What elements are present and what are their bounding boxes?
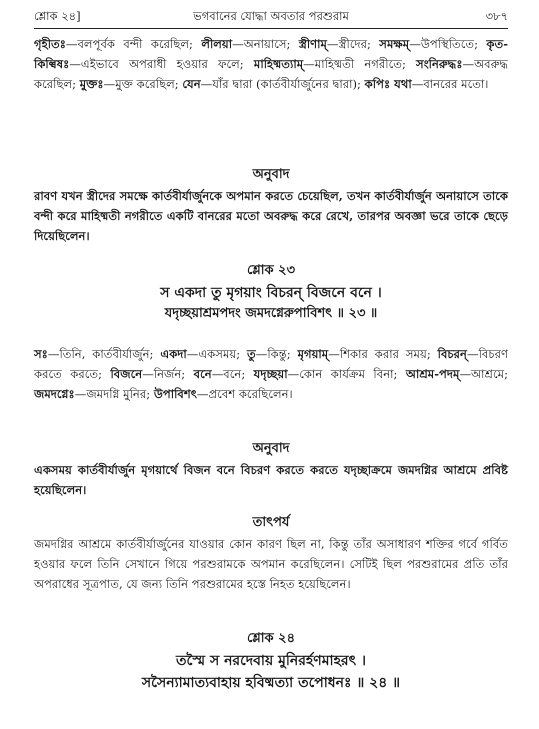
verse-line-2: সসৈন্যামাত্যবাহায় হবিষ্মত্যা তপোধনঃ ॥ ২৪ ॥ <box>141 675 401 691</box>
sanskrit-word: সংনিরুদ্ধঃ <box>416 57 463 71</box>
translation-text: একসময় কার্তবীর্যার্জুন মৃগয়ার্থে বিজন বনে বিচরণ করতে করতে যদৃচ্ছাক্রমে জমদগ্নির আশ্রমে প্রবিষ্ট হয়েছিলেন। <box>34 463 508 497</box>
synonyms-block-top <box>34 34 508 94</box>
verse-title: শ্লোক ২৩ <box>246 263 296 278</box>
header-rule <box>34 28 508 29</box>
sanskrit-word: সঃ <box>34 347 48 361</box>
sanskrit-word: একদা <box>160 347 187 361</box>
sanskrit-word: স্ত্রীণাম্ <box>298 37 327 51</box>
sanskrit-word: মাহিষ্মত্যাম্ <box>253 57 304 71</box>
word-meaning: —অবরুদ্ধ করেছিল; <box>34 57 508 91</box>
word-meaning: —কিন্তু; <box>255 347 298 361</box>
verse-line-1: স একদা তু মৃগয়াং বিচরন্ বিজনে বনে । <box>160 285 382 301</box>
word-meaning: —স্ত্রীদের; <box>326 37 380 51</box>
page-number: ৩৮৭ <box>485 9 508 23</box>
purport-heading: তাৎপর্য <box>252 515 290 530</box>
verse-line-1: তস্মৈ স নরদেবায় মুনিরর্হণমাহরৎ । <box>176 653 366 669</box>
word-meaning: —মাহিষ্মতী নগরীতে; <box>303 57 417 71</box>
word-for-word-synonyms <box>34 344 508 404</box>
word-meaning: —বানরের মতো। <box>411 77 489 91</box>
purport-text: জমদগ্নির আশ্রমে কার্তবীর্যার্জুনের যাওয়ার কোন কারণ ছিল না, কিন্তু তাঁর অসাধারণ শক্তির গর্বে গর্বিত হওয়ার ফলে তিনি সেখানে গিয়ে পরশুরামকে অপমান করেছিলেন। সেটিই ছিল পরশুরামের প্রতি তাঁর অপরাধের সূত্রপাত, যে জন্য তিনি পরশুরামের হস্তে নিহত হয়েছিলেন। <box>34 537 508 591</box>
sanskrit-word: মুক্তঃ <box>79 77 104 91</box>
sanskrit-word: গৃহীতঃ <box>34 37 66 51</box>
sanskrit-word: যেন <box>182 77 201 91</box>
word-meaning: —বলপূর্বক বন্দী করেছিল; <box>65 37 202 51</box>
sanskrit-word: আশ্রম-পদম্ <box>405 367 460 381</box>
word-meaning: —একসময়; <box>186 347 248 361</box>
sanskrit-word: বনে <box>193 367 212 381</box>
word-for-word-synonyms <box>34 34 508 94</box>
verse-title: শ্লোক ২৪ <box>246 631 296 646</box>
translation-text: রাবণ যখন স্ত্রীদের সমক্ষে কার্তবীর্যার্জুনকে অপমান করতে চেয়েছিল, তখন কার্তবীর্যার্জুন অনায়াসে তাকে বন্দী করে মাহিষ্মতী নগরীতে একটি বানরের মতো অবরুদ্ধ করে রেখে, তারপর অবজ্ঞা ভরে তাকে ছেড়ে দিয়েছিলেন। <box>34 189 508 243</box>
verse-23 <box>34 262 508 324</box>
sanskrit-word: বিজনে <box>110 367 143 381</box>
purport-section <box>34 514 508 594</box>
header-verse-ref: শ্লোক ২৪] <box>34 9 81 23</box>
word-meaning: —শিকার করার সময়; <box>328 347 438 361</box>
header-chapter-title: ভগবানের যোদ্ধা অবতার পরশুরাম <box>193 9 349 23</box>
word-meaning: —বনে; <box>211 367 254 381</box>
word-meaning: —নির্জন; <box>142 367 194 381</box>
synonyms-block-23 <box>34 344 508 404</box>
word-meaning: —বিচরণ করতে করতে; <box>34 347 508 381</box>
word-meaning: —জমদগ্নি মুনির; <box>74 387 154 401</box>
verse-line-2: যদৃচ্ছয়াশ্রমপদং জমদগ্নেরুপাবিশৎ ॥ ২৩ ॥ <box>164 306 378 321</box>
sanskrit-word: উপাবিশৎ <box>153 387 197 401</box>
sanskrit-word: লীলয়া <box>201 37 233 51</box>
word-meaning: —আশ্রমে; <box>459 367 508 381</box>
word-meaning: —কোন কার্যক্রম বিনা; <box>287 367 406 381</box>
sanskrit-word: জমদগ্নেঃ <box>34 387 75 401</box>
translation-heading: অনুবাদ <box>252 167 290 182</box>
word-meaning: —অনায়াসে; <box>232 37 299 51</box>
word-meaning: —উপস্থিতিতে; <box>409 37 487 51</box>
sanskrit-word: সমক্ষম্ <box>379 37 410 51</box>
word-meaning: —এইভাবে অপরাধী হওয়ার ফলে; <box>69 57 254 71</box>
sanskrit-word: মৃগয়াম্ <box>297 347 329 361</box>
word-meaning: —মুক্ত করেছিল; <box>103 77 183 91</box>
sanskrit-word: যদৃচ্ছয়া <box>253 367 288 381</box>
translation-heading: অনুবাদ <box>252 441 290 456</box>
sanskrit-word: কৃত-কিল্বিষঃ <box>34 37 509 71</box>
sanskrit-word: কপিঃ যথা <box>364 77 412 91</box>
sanskrit-word: বিচরন্ <box>437 347 467 361</box>
word-meaning: —তিনি, কার্তবীর্যার্জুন; <box>47 347 161 361</box>
sanskrit-word: তু <box>247 347 256 361</box>
translation-section-2 <box>34 440 508 500</box>
word-meaning: —প্রবেশ করেছিলেন। <box>196 387 293 401</box>
verse-24 <box>34 630 508 694</box>
running-header <box>34 8 508 26</box>
word-meaning: —যাঁর দ্বারা (কার্তবীর্যার্জুনের দ্বারা); <box>200 77 365 91</box>
translation-section-1 <box>34 166 508 246</box>
